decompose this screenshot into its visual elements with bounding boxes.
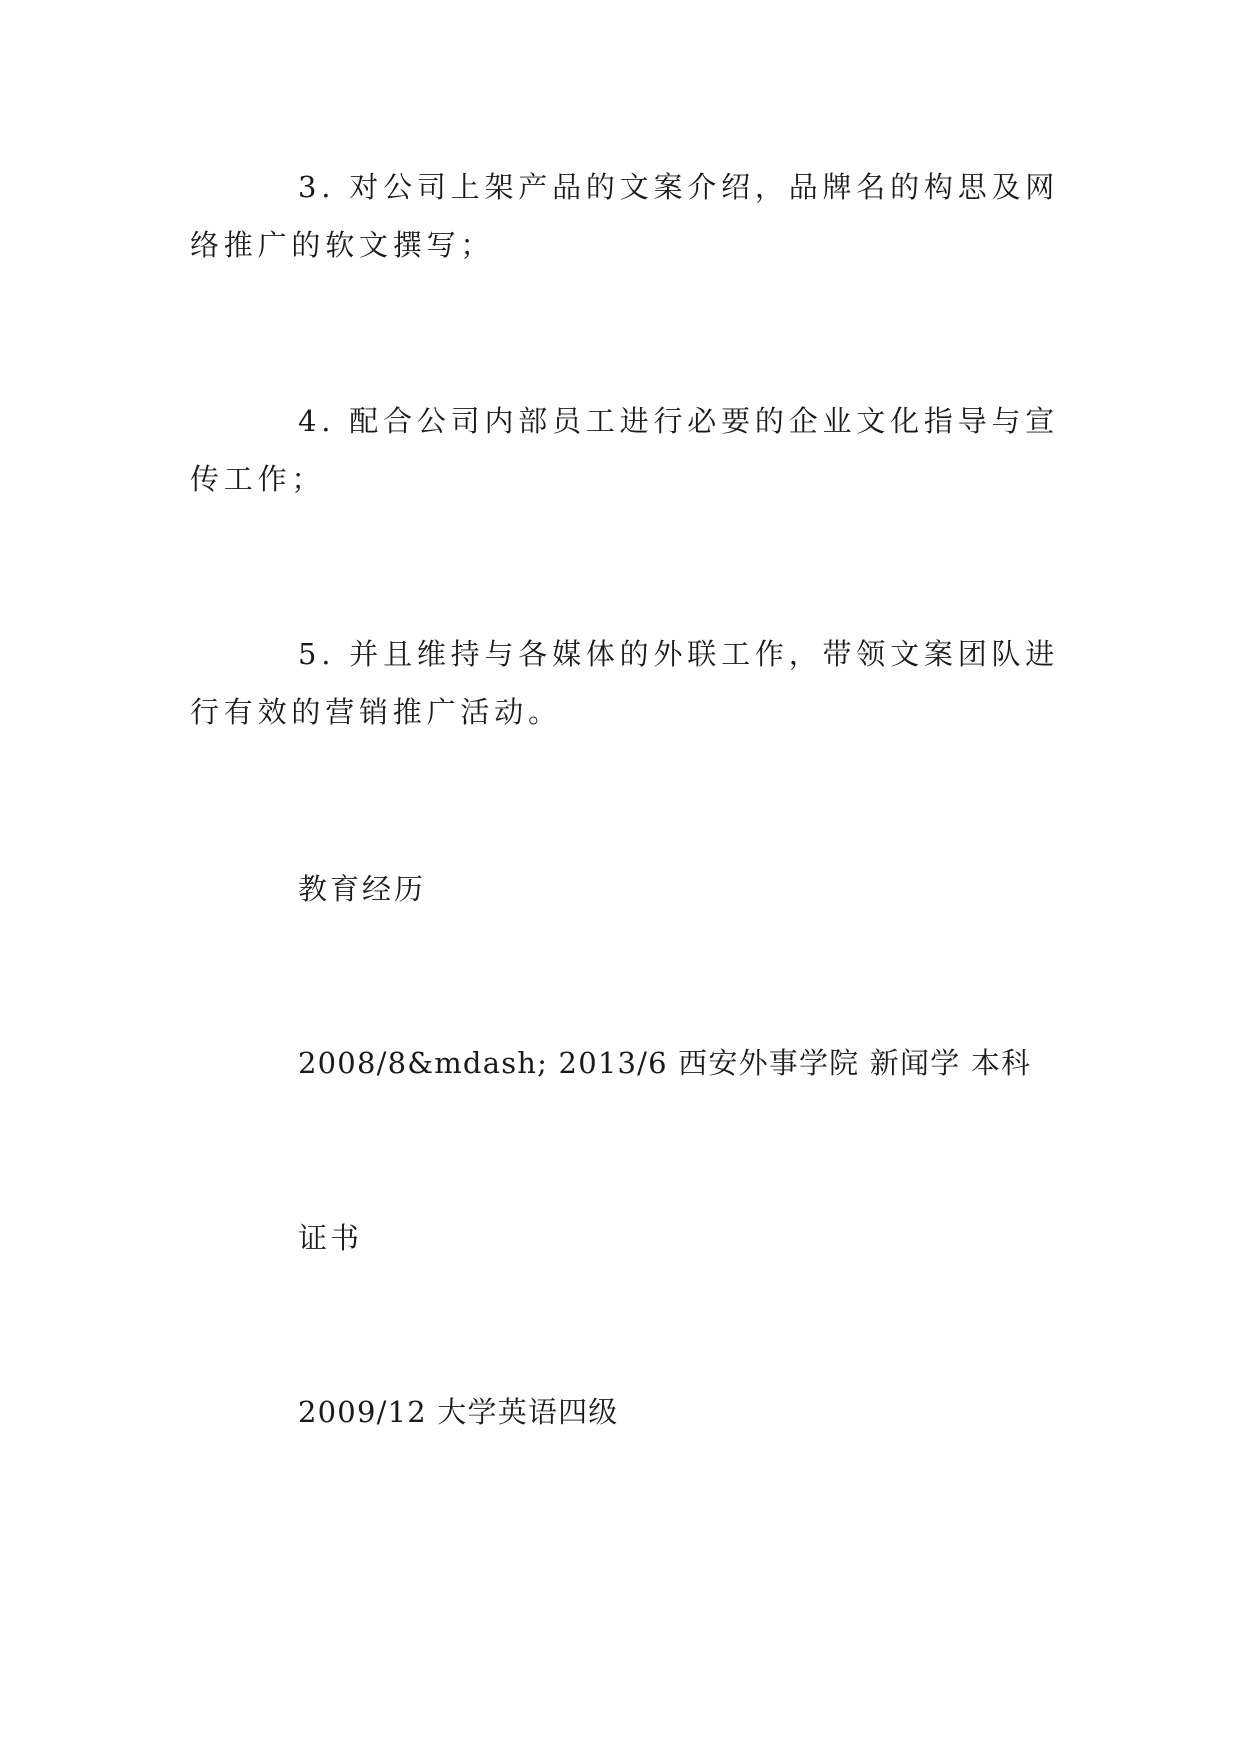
duty-item-5-line-2: 行有效的营销推广活动。 — [190, 695, 562, 729]
certificates-heading: 证书 — [298, 1221, 363, 1255]
education-entry: 2008/8&mdash; 2013/6 西安外事学院 新闻学 本科 — [298, 1046, 1032, 1080]
duty-item-3-line-2: 络推广的软文撰写； — [190, 228, 495, 262]
duty-item-5-line-1: 5. 并且维持与各媒体的外联工作，带领文案团队进 — [298, 637, 1060, 671]
duty-item-5 — [190, 625, 1060, 741]
certificate-entry: 2009/12 大学英语四级 — [298, 1395, 619, 1429]
duty-item-3-line-1: 3. 对公司上架产品的文案介绍，品牌名的构思及网 — [298, 170, 1060, 204]
education-heading: 教育经历 — [298, 872, 427, 906]
duty-item-4-line-2: 传工作； — [190, 462, 326, 496]
duty-item-4-line-1: 4. 配合公司内部员工进行必要的企业文化指导与宣 — [298, 404, 1060, 438]
duty-item-3 — [190, 158, 1060, 274]
duty-item-4 — [190, 392, 1060, 508]
